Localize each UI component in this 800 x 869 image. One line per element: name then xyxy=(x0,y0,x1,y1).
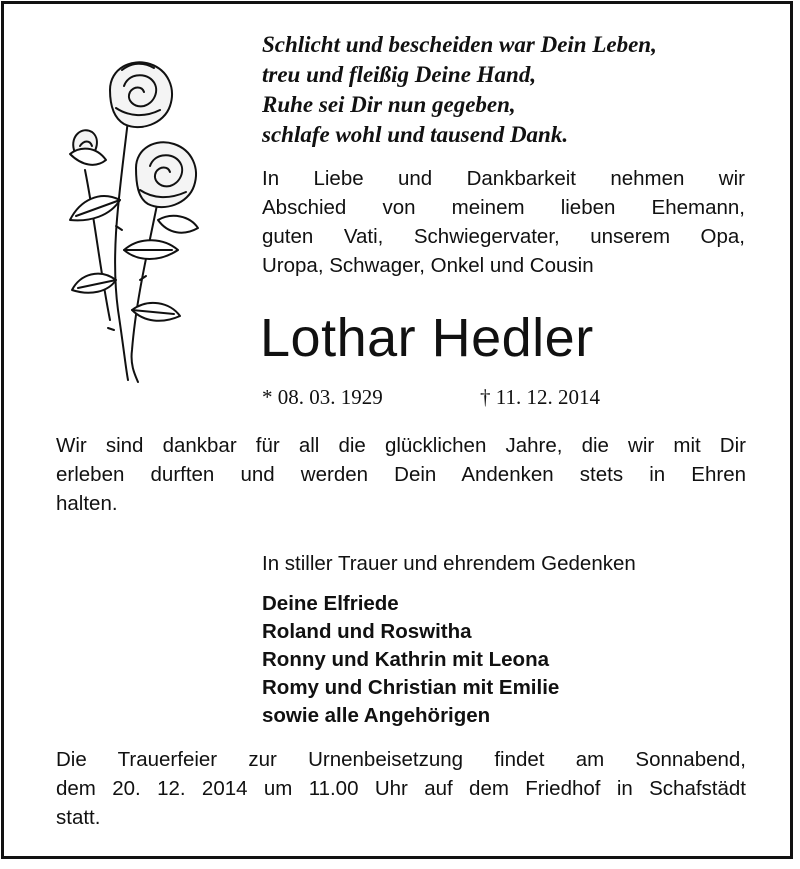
life-dates xyxy=(262,383,662,411)
death-date: † 11. 12. 2014 xyxy=(480,385,600,409)
thanks-text xyxy=(56,431,746,518)
funeral-info xyxy=(56,745,746,832)
funeral-line: dem 20. 12. 2014 um 11.00 Uhr auf dem Friedhof in Schafstädt xyxy=(56,777,746,800)
poem-line: Ruhe sei Dir nun gegeben, xyxy=(262,92,516,117)
family-member: Ronny und Kathrin mit Leona xyxy=(262,648,549,671)
mourning-line: In stiller Trauer und ehrendem Gedenken xyxy=(262,552,636,575)
funeral-line: Die Trauerfeier zur Urnenbeisetzung findet am Sonnabend, xyxy=(56,748,746,771)
intro-line: Abschied von meinem lieben Ehemann, xyxy=(262,196,745,219)
family-member: Deine Elfriede xyxy=(262,592,399,615)
intro-line: Uropa, Schwager, Onkel und Cousin xyxy=(262,254,594,277)
funeral-line: statt. xyxy=(56,806,101,829)
poem-line: treu und fleißig Deine Hand, xyxy=(262,62,537,87)
deceased-name: Lothar Hedler xyxy=(260,308,594,368)
intro-text xyxy=(262,164,745,280)
birth-date: * 08. 03. 1929 xyxy=(262,385,383,409)
family-member: Roland und Roswitha xyxy=(262,620,472,643)
poem-line: schlafe wohl und tausend Dank. xyxy=(262,122,569,147)
thanks-line: halten. xyxy=(56,492,118,515)
intro-line: guten Vati, Schwiegervater, unserem Opa, xyxy=(262,225,745,248)
intro-line: In Liebe und Dankbarkeit nehmen wir xyxy=(262,167,745,190)
family-member: sowie alle Angehörigen xyxy=(262,704,491,727)
family-list xyxy=(262,590,559,730)
thanks-line: erleben durften und werden Dein Andenken stets in Ehren xyxy=(56,463,746,486)
thanks-line: Wir sind dankbar für all die glücklichen Jahre, die wir mit Dir xyxy=(56,434,746,457)
poem-line: Schlicht und bescheiden war Dein Leben, xyxy=(262,32,657,57)
rose-icon xyxy=(40,50,215,390)
poem xyxy=(262,30,762,150)
family-member: Romy und Christian mit Emilie xyxy=(262,676,560,699)
